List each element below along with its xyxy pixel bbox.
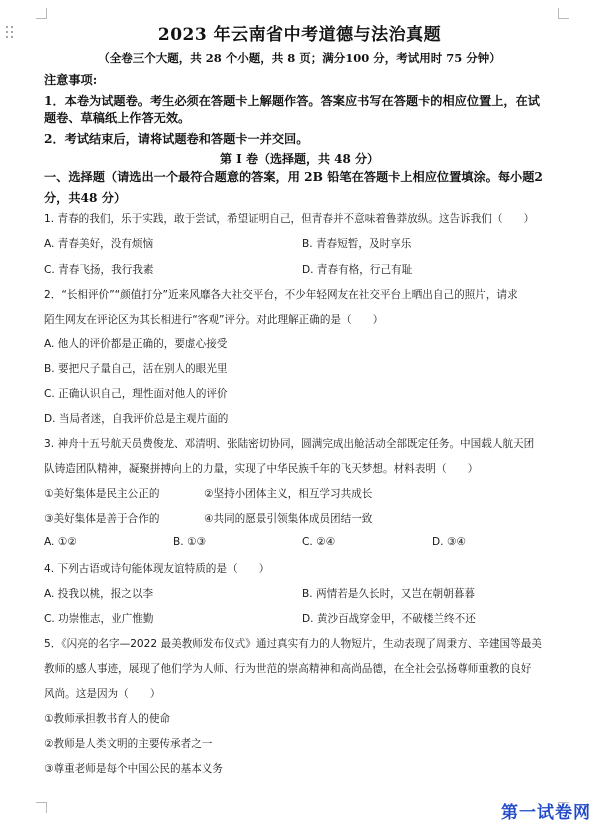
question-5-item-1: ①教师承担教书育人的使命	[44, 713, 171, 725]
notice-line-2: 2．考试结束后，请将试题卷和答题卡一并交回。	[44, 132, 309, 146]
question-3-item-3: ③美好集体是善于合作的	[44, 513, 160, 525]
question-4-option-a: A. 投我以桃，报之以李	[44, 588, 154, 600]
exam-title: 2023 年云南省中考道德与法治真题	[157, 25, 442, 45]
question-2-option-a: A. 他人的评价都是正确的，要虚心接受	[44, 338, 228, 350]
question-3-item-2: ②坚持小团体主义，相互学习共成长	[204, 488, 373, 500]
question-3-stem-1: 3. 神舟十五号航天员费俊龙、邓清明、张陆密切协同，圆满完成出舱活动全部既定任务。中国载人航天团	[44, 438, 535, 450]
crop-mark-top-right	[558, 8, 569, 19]
question-3-stem-2: 队铸造团队精神，凝聚拼搏向上的力量，实现了中华民族千年的飞天梦想。材料表明（ ）	[44, 463, 479, 475]
question-4-option-c: C. 功崇惟志，业广惟勤	[44, 613, 154, 625]
notice-heading: 注意事项:	[44, 73, 98, 87]
question-3-option-d: D. ③④	[432, 536, 466, 548]
question-4-option-b: B. 两情若是久长时，又岂在朝朝暮暮	[302, 588, 475, 600]
section-instructions-1: 一、选择题（请选出一个最符合题意的答案，用 2B 铅笔在答题卡上相应位置填涂。每小题2	[44, 170, 543, 184]
question-3-item-1: ①美好集体是民主公正的	[44, 488, 160, 500]
question-1-option-c: C. 青春飞扬，我行我素	[44, 264, 154, 276]
question-2-option-d: D. 当局者迷，自我评价总是主观片面的	[44, 413, 229, 425]
question-2-stem-2: 陌生网友在评论区为其长相进行“客观”评分。对此理解正确的是（ ）	[44, 314, 384, 326]
question-1-option-b: B. 青春短暂，及时享乐	[302, 238, 412, 250]
question-1-stem: 1. 青春的我们，乐于实践，敢于尝试，希望证明自己，但青春并不意味着鲁莽放纵。这告诉我们（ ）	[44, 213, 535, 225]
question-4-stem: 4. 下列古语或诗句能体现友谊特质的是（ ）	[44, 563, 270, 575]
question-5-stem-2: 教师的感人事迹，展现了他们学为人师、行为世范的崇高精神和高尚品德，在全社会弘扬尊师重教的良好	[44, 663, 532, 675]
question-1-option-a: A. 青春美好，没有烦恼	[44, 238, 154, 250]
question-2-stem-1: 2．“长相评价”“颜值打分”近来风靡各大社交平台，不少年轻网友在社交平台上晒出自己的照片，请求	[44, 289, 518, 301]
crop-mark-bottom-left	[36, 802, 47, 813]
question-5-stem-3: 风尚。这是因为（ ）	[44, 688, 161, 700]
question-3-item-4: ④共同的愿景引领集体成员团结一致	[204, 513, 373, 525]
question-5-item-3: ③尊重老师是每个中国公民的基本义务	[44, 763, 223, 775]
question-5-item-2: ②教师是人类文明的主要传承者之一	[44, 738, 213, 750]
question-3-option-a: A. ①②	[44, 536, 77, 548]
question-5-stem-1: 5．《闪亮的名字—2022 最美教师发布仪式》通过真实有力的人物短片，生动表现了周秉方、辛建国等最美	[44, 638, 542, 650]
question-2-option-c: C. 正确认识自己，理性面对他人的评价	[44, 388, 228, 400]
part-label: 第 I 卷（选择题，共 48 分）	[219, 152, 380, 166]
crop-mark-top-left	[36, 8, 47, 19]
notice-line-1a: 1．本卷为试题卷。考生必须在答题卡上解题作答。答案应书写在答题卡的相应位置上，在试	[44, 94, 540, 108]
question-2-option-b: B. 要把尺子量自己，活在别人的眼光里	[44, 363, 228, 375]
section-instructions-2: 分，共48 分）	[44, 191, 127, 205]
watermark-logo: 第一试卷网	[501, 803, 591, 823]
exam-subtitle: （全卷三个大题，共 28 个小题，共 8 页；满分100 分，考试用时 75 分钟）	[98, 51, 501, 65]
question-3-option-b: B. ①③	[173, 536, 206, 548]
question-3-option-c: C. ②④	[302, 536, 336, 548]
question-1-option-d: D. 青春有格，行己有耻	[302, 264, 413, 276]
notice-line-1b: 题卷、草稿纸上作答无效。	[44, 111, 191, 125]
question-4-option-d: D. 黄沙百战穿金甲，不破楼兰终不还	[302, 613, 476, 625]
